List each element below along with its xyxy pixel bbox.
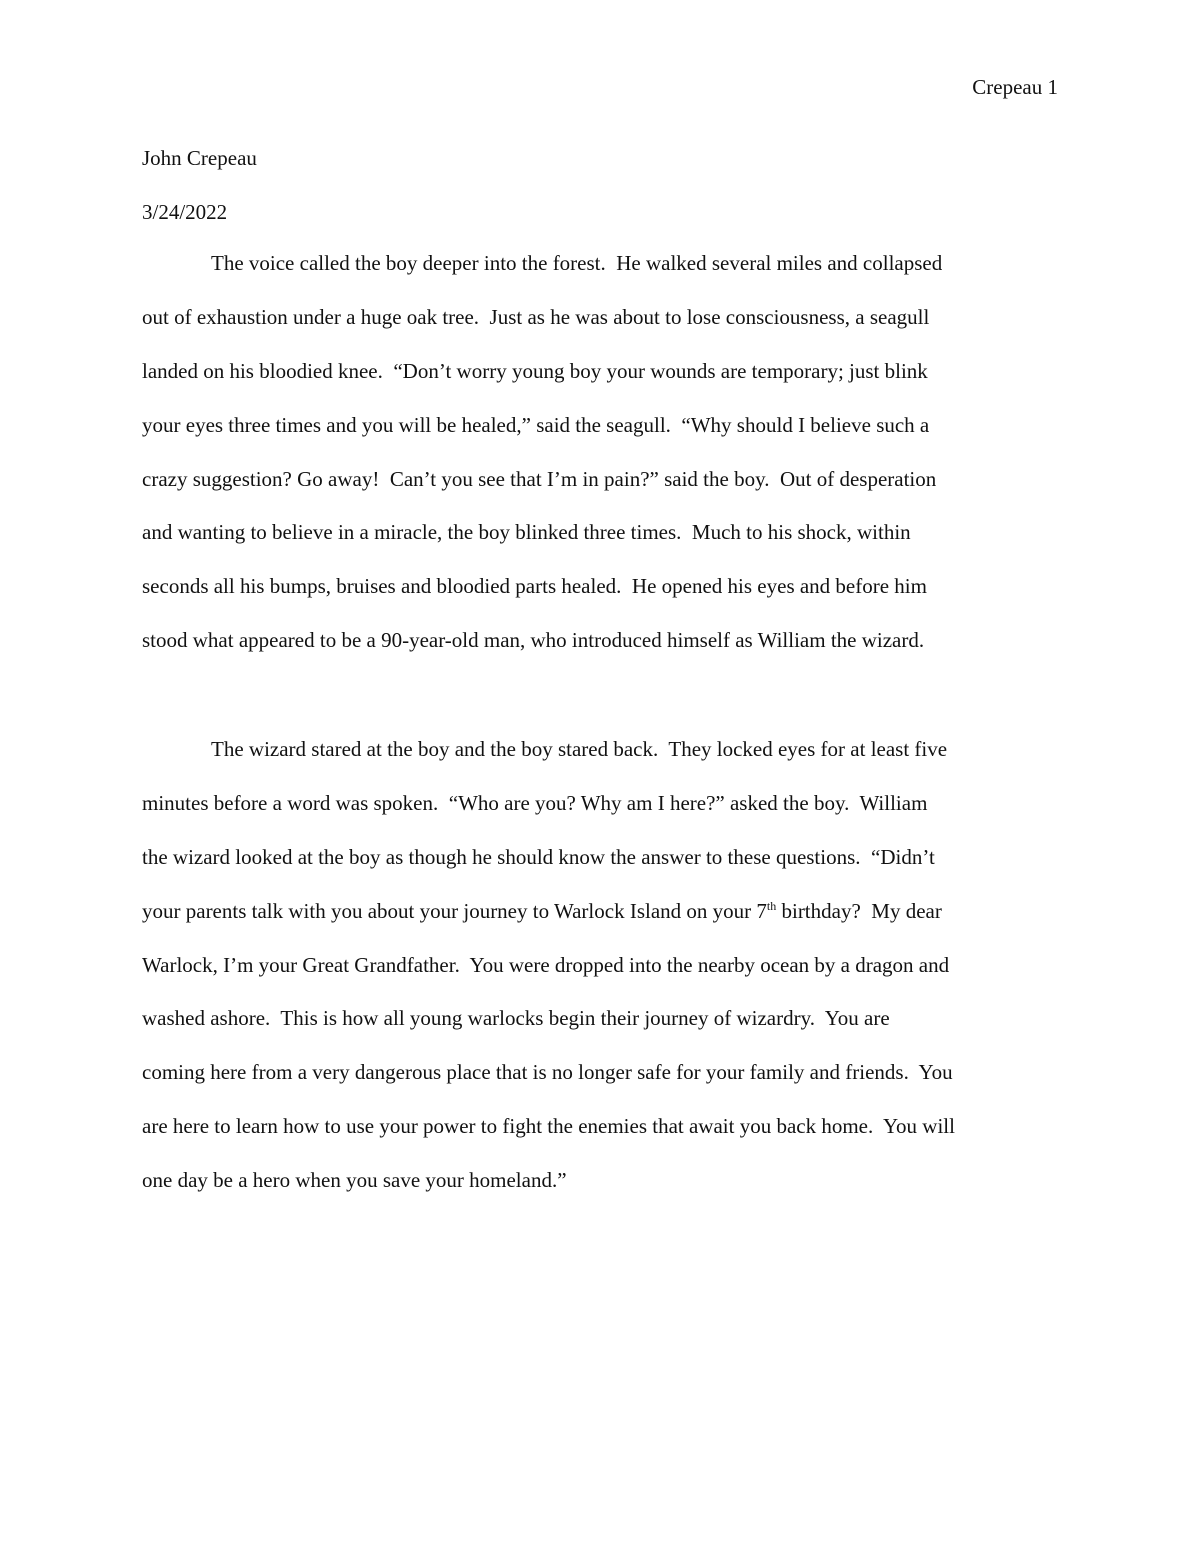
- paragraph-line: the wizard looked at the boy as though he should know the answer to these questions. “Didn’t: [142, 844, 935, 869]
- line-text: your parents talk with you about your journey to Warlock Island on your 7: [142, 898, 767, 923]
- paragraph-line: minutes before a word was spoken. “Who are you? Why am I here?” asked the boy. William: [142, 790, 928, 815]
- paragraph-line: landed on his bloodied knee. “Don’t worry young boy your wounds are temporary; just blink: [142, 358, 928, 383]
- paragraph-line: Warlock, I’m your Great Grandfather. You were dropped into the nearby ocean by a dragon and: [142, 952, 950, 977]
- paragraph-line: are here to learn how to use your power to fight the enemies that await you back home. You will: [142, 1114, 955, 1139]
- paragraph-2: [142, 723, 1058, 1208]
- line-text: birthday? My dear: [776, 898, 942, 923]
- paragraph-line: coming here from a very dangerous place that is no longer safe for your family and friends. You: [142, 1060, 953, 1085]
- document-date: 3/24/2022: [142, 200, 228, 224]
- author-name: John Crepeau: [142, 146, 257, 170]
- paragraph-line: crazy suggestion? Go away! Can’t you see that I’m in pain?” said the boy. Out of desperation: [142, 466, 937, 491]
- paragraph-line: The wizard stared at the boy and the boy stared back. They locked eyes for at least five: [211, 737, 948, 761]
- paragraph-line: stood what appeared to be a 90-year-old man, who introduced himself as William the wizard.: [142, 628, 925, 653]
- running-head: Crepeau 1: [972, 75, 1058, 99]
- ordinal-superscript: th: [766, 898, 777, 913]
- paragraph-line: and wanting to believe in a miracle, the boy blinked three times. Much to his shock, within: [142, 520, 911, 545]
- paragraph-1: [142, 237, 1058, 668]
- paragraph-line: [142, 885, 1058, 939]
- paragraph-line: seconds all his bumps, bruises and bloodied parts healed. He opened his eyes and before him: [142, 574, 927, 599]
- paragraph-line: one day be a hero when you save your homeland.”: [142, 1168, 567, 1193]
- paragraph-line: your eyes three times and you will be healed,” said the seagull. “Why should I believe such a: [142, 412, 930, 437]
- paragraph-line: The voice called the boy deeper into the forest. He walked several miles and collapsed: [211, 251, 943, 275]
- paragraph-line: washed ashore. This is how all young warlocks begin their journey of wizardry. You are: [142, 1006, 890, 1031]
- paragraph-line: out of exhaustion under a huge oak tree. Just as he was about to lose consciousness, a seagull: [142, 304, 930, 329]
